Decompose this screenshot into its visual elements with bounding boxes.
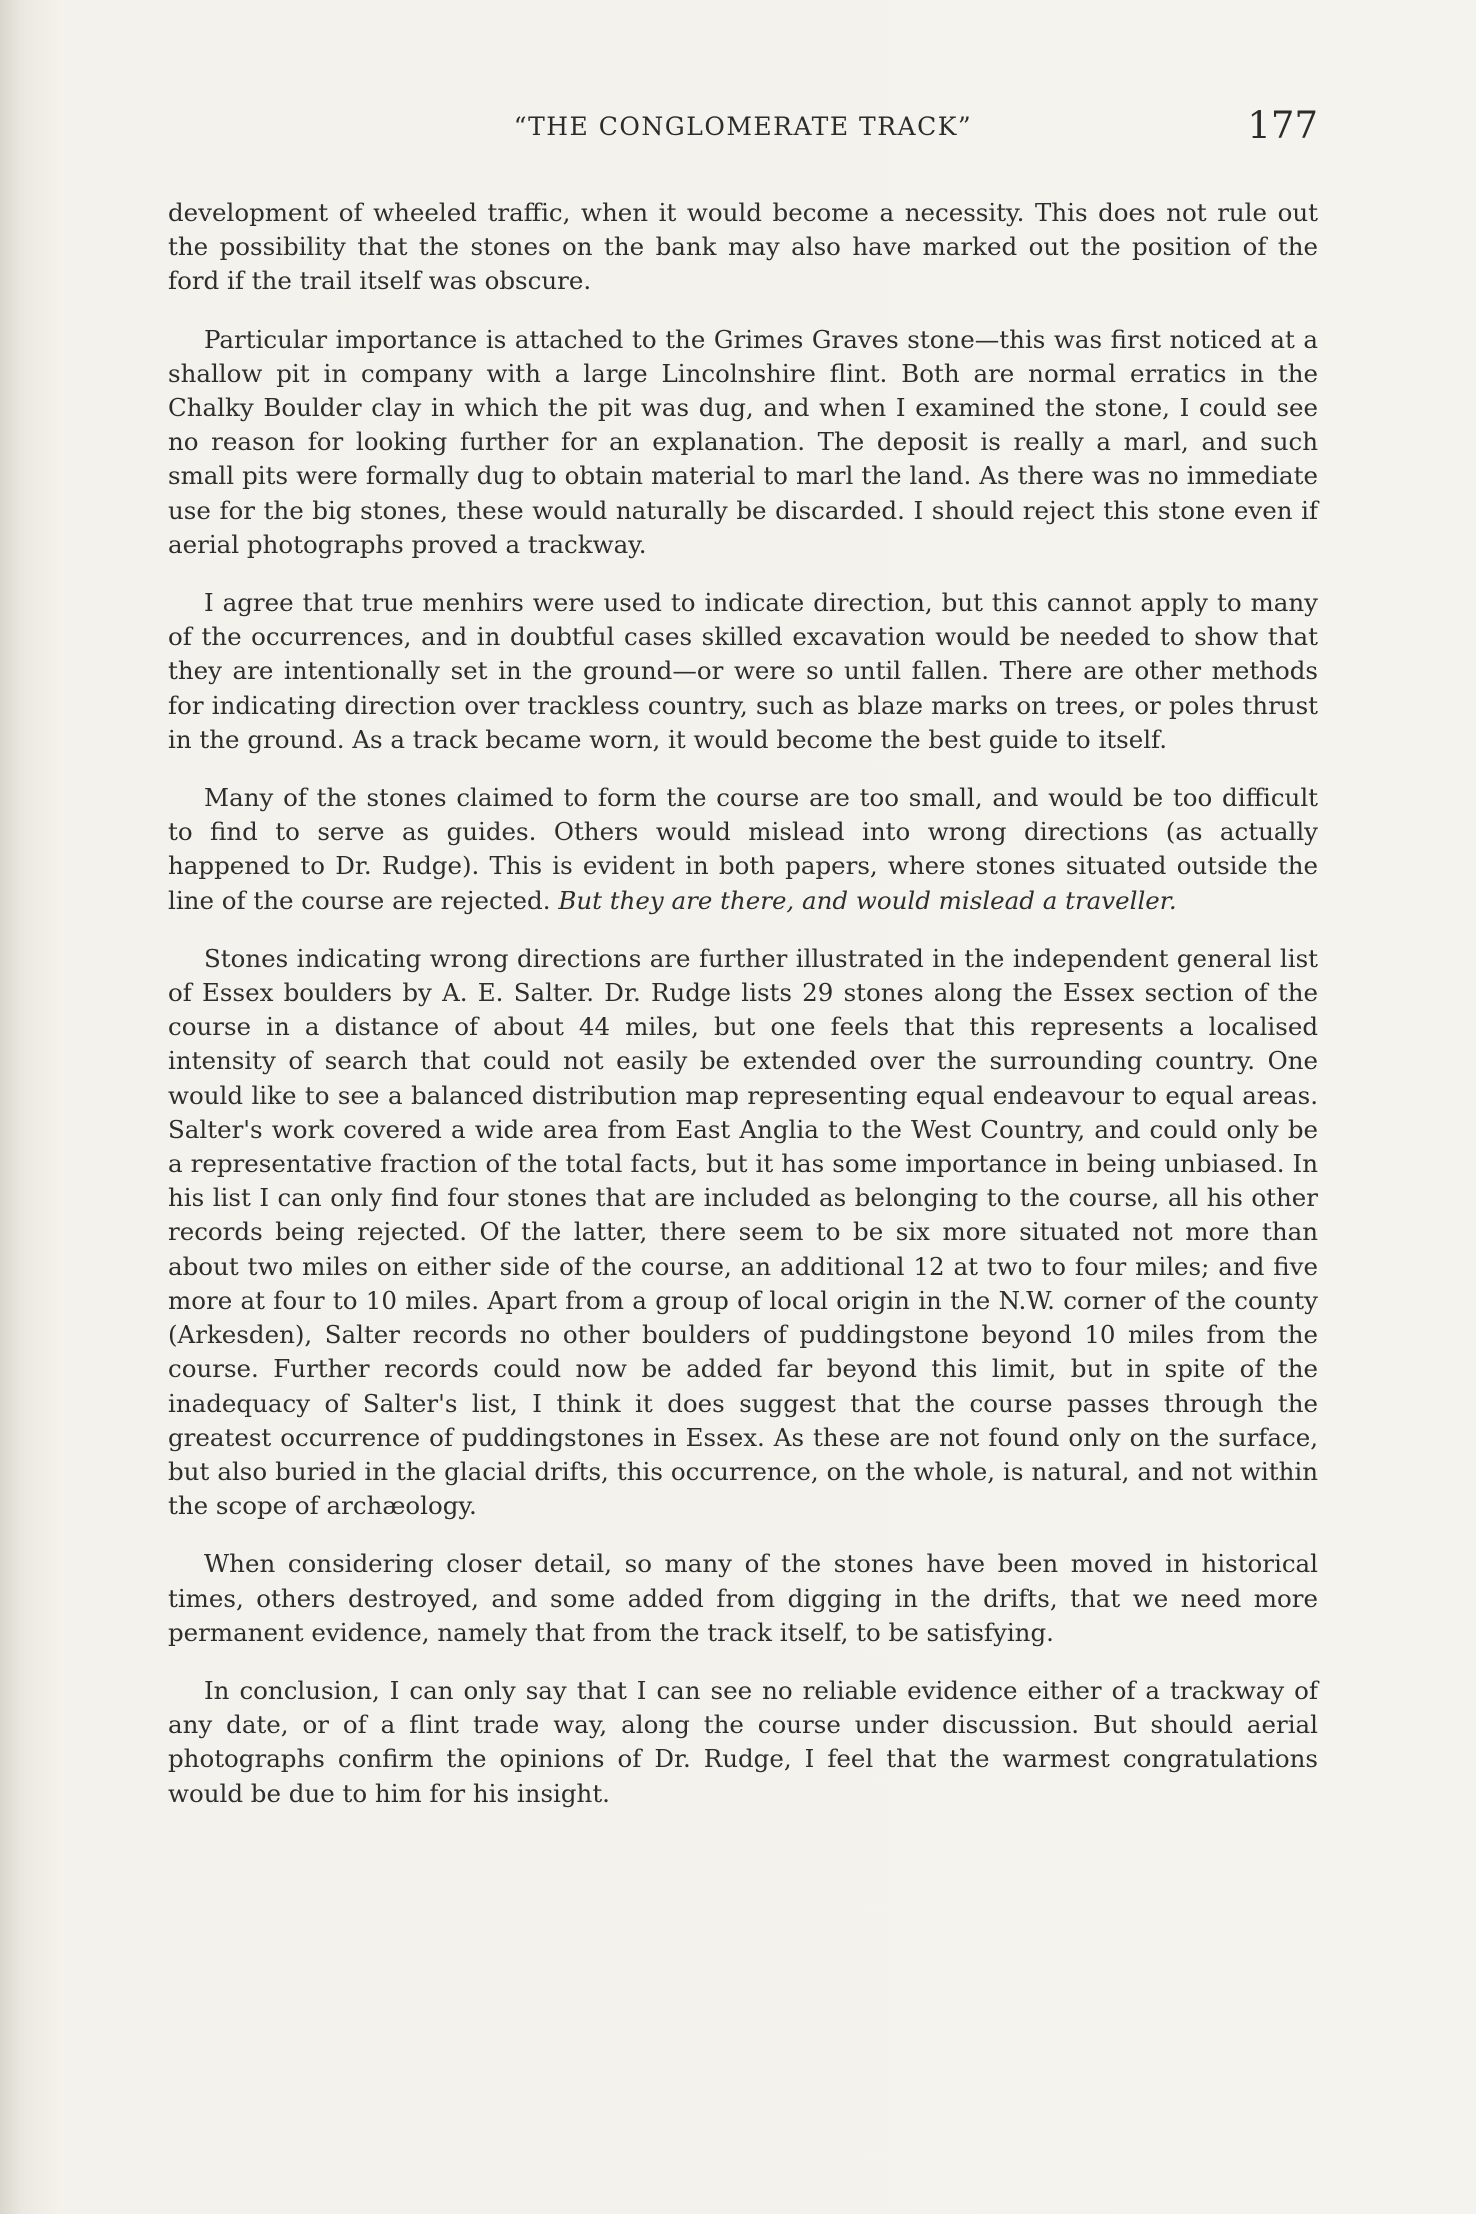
paragraph-4-italic: But they are there, and would mislead a traveller. [558,885,1177,915]
page-number: 177 [1247,104,1318,147]
running-title: “THE CONGLOMERATE TRACK” [513,112,973,141]
paragraph-7: In conclusion, I can only say that I can see no reliable evidence either of a trackway of any date, or of a flint trade way, along the course under discussion. But should aerial photographs confirm the opinions of Dr. Rudge, I feel that the warmest congratulations would be due to him for his insight. [168,1675,1318,1808]
paragraph-4 [168,781,1318,918]
running-header [168,100,1318,160]
paragraph-5: Stones indicating wrong directions are further illustrated in the independent general list of Essex boulders by A. E. Salter. Dr. Rudge lists 29 stones along the Essex section of the course in a distance of about 44 miles, but one feels that this represents a localised intensity of search that could not easily be extended over the surrounding country. One would like to see a balanced distribution map representing equal endeavour to equal areas. Salter's work covered a wide area from East Anglia to the West Country, and could only be a representative fraction of the total facts, but it has some importance in being unbiased. In his list I can only find four stones that are included as belonging to the course, all his other records being rejected. Of the latter, there seem to be six more situated not more than about two miles on either side of the course, an additional 12 at two to four miles; and five more at four to 10 miles. Apart from a group of local origin in the N.W. corner of the county (Arkesden), Salter records no other boulders of puddingstone beyond 10 miles from the course. Further records could now be added far beyond this limit, but in spite of the inadequacy of Salter's list, I think it does suggest that the course passes through the greatest occurrence of puddingstones in Essex. As these are not found only on the surface, but also buried in the glacial drifts, this occurrence, on the whole, is natural, and not within the scope of archæology. [168,943,1318,1521]
paragraph-2: Particular importance is attached to the Grimes Graves stone—this was first noticed at a shallow pit in company with a large Lincolnshire flint. Both are normal erratics in the Chalky Boulder clay in which the pit was dug, and when I examined the stone, I could see no reason for looking further for an explanation. The deposit is really a marl, and such small pits were formally dug to obtain material to marl the land. As there was no immediate use for the big stones, these would naturally be discarded. I should reject this stone even if aerial photographs proved a trackway. [168,324,1318,559]
paragraph-4-text: Many of the stones claimed to form the course are too small, and would be too difficult to find to serve as guides. Others would mislead into wrong directions (as actually happened to Dr. Rudge). This is evident in both papers, where stones situated outside the line of the course are rejected. [168,783,1318,915]
paragraph-6: When considering closer detail, so many of the stones have been moved in historical times, others destroyed, and some added from digging in the drifts, that we need more permanent evidence, namely that from the track itself, to be satisfying. [168,1549,1318,1647]
paragraph-3: I agree that true menhirs were used to indicate direction, but this cannot apply to many of the occurrences, and in doubtful cases skilled excavation would be needed to show that they are intentionally set in the ground—or were so until fallen. There are other methods for indicating direction over trackless country, such as blaze marks on trees, or poles thrust in the ground. As a track became worn, it would become the best guide to itself. [168,588,1318,754]
body-text [168,196,1318,1835]
paragraph-1: development of wheeled traffic, when it would become a necessity. This does not rule out the possibility that the stones on the bank may also have marked out the position of the ford if the trail itself was obscure. [168,198,1318,296]
